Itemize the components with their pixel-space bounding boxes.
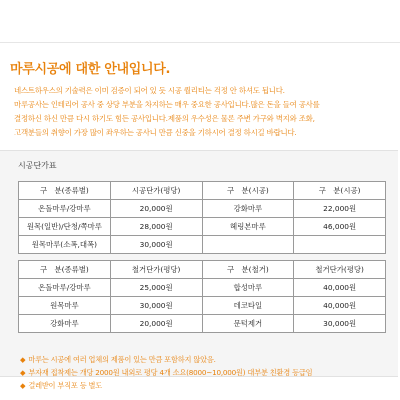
diamond-bullet-icon: ◆ xyxy=(20,368,26,377)
table-cell xyxy=(294,236,386,254)
table-row xyxy=(19,236,386,254)
table-cell: 25,000원 xyxy=(110,279,202,297)
table-cell: 원목마루(소폭,대폭) xyxy=(19,236,111,254)
table-cell xyxy=(202,236,294,254)
diamond-bullet-icon: ◆ xyxy=(20,355,26,364)
table-cell: 28,000원 xyxy=(110,218,202,236)
header-cell: 구 분(종류별) xyxy=(19,182,111,200)
note-text: 부자재 접착제는 개당 2000원 내외로 평당 4개 소요(8000~10,000원) 대부분 친환경 등급임 xyxy=(28,368,313,377)
table-header-row xyxy=(19,261,386,279)
table-cell: 40,000원 xyxy=(294,279,386,297)
table-cell: 헤링본마루 xyxy=(202,218,294,236)
notes-list xyxy=(20,353,312,392)
intro-line: 고객분들의 취향이 가장 많이 좌우하는 공사니 만큼 신중을 기하시어 결정 하시길 바랍니다. xyxy=(14,128,297,137)
diamond-bullet-icon: ◆ xyxy=(20,381,26,390)
table-cell: 40,000원 xyxy=(294,297,386,315)
intro-line: 결정하신 하신 만큼 다시 하기도 힘든 공사입니다.제품의 우수성은 물론 주변 가구와 벽지와 조화, xyxy=(14,114,315,123)
table-cell: 온돌마루/강마루 xyxy=(19,279,111,297)
table-cell: 원목마루 xyxy=(19,297,111,315)
header-cell: 구 분(종류별) xyxy=(19,261,111,279)
table-row xyxy=(19,218,386,236)
table-cell: 원목(일반)/단청/쪽마루 xyxy=(19,218,111,236)
table-cell: 22,000원 xyxy=(294,200,386,218)
price-table-title: 시공단가표 xyxy=(18,161,57,170)
table-row xyxy=(19,315,386,333)
table-cell: 문턱제거 xyxy=(202,315,294,333)
table-cell: 30,000원 xyxy=(294,315,386,333)
table-header-row xyxy=(19,182,386,200)
table-row xyxy=(19,200,386,218)
table-cell: 온돌마루/강마루 xyxy=(19,200,111,218)
note-item xyxy=(20,379,312,392)
table-row xyxy=(19,297,386,315)
header-cell: 철거단가(평당) xyxy=(110,261,202,279)
intro-line: 네스트하우스의 기술력은 이미 검증이 되어 있 듯 시공 퀄리티는 걱정 안 하셔도 됩니다. xyxy=(14,86,285,95)
intro-line: 마루공사는 인테리어 공사 중 상당 부분을 차지하는 매우 중요한 공사입니다.많은 돈을 들여 공사를 xyxy=(14,100,320,109)
header-cell: 구 분(시공) xyxy=(294,182,386,200)
removal-price-table xyxy=(18,260,386,333)
table-cell: 데코타일 xyxy=(202,297,294,315)
note-text: 걸레받이 부직포 등 별도 xyxy=(28,381,103,390)
table-row xyxy=(19,279,386,297)
intro-paragraph xyxy=(14,84,392,140)
note-text: 마루는 시공에 여러 업체의 제품이 있는 만큼 포함하지 않았음. xyxy=(28,355,216,364)
table-cell: 합성마루 xyxy=(202,279,294,297)
header-cell: 시공단가(평당) xyxy=(110,182,202,200)
table-cell: 20,000원 xyxy=(110,200,202,218)
table-cell: 20,000원 xyxy=(110,315,202,333)
table-cell: 강화마루 xyxy=(19,315,111,333)
note-item xyxy=(20,366,312,379)
install-price-table xyxy=(18,181,386,254)
table-cell: 강화마루 xyxy=(202,200,294,218)
table-cell: 46,000원 xyxy=(294,218,386,236)
header-cell: 구 분(시공) xyxy=(202,182,294,200)
note-item xyxy=(20,353,312,366)
header-cell: 철거단가(평당) xyxy=(294,261,386,279)
header-cell: 구 분(철거) xyxy=(202,261,294,279)
top-divider xyxy=(0,42,400,43)
page-title: 마루시공에 대한 안내입니다. xyxy=(10,62,171,77)
table-cell: 30,000원 xyxy=(110,236,202,254)
table-cell: 30,000원 xyxy=(110,297,202,315)
